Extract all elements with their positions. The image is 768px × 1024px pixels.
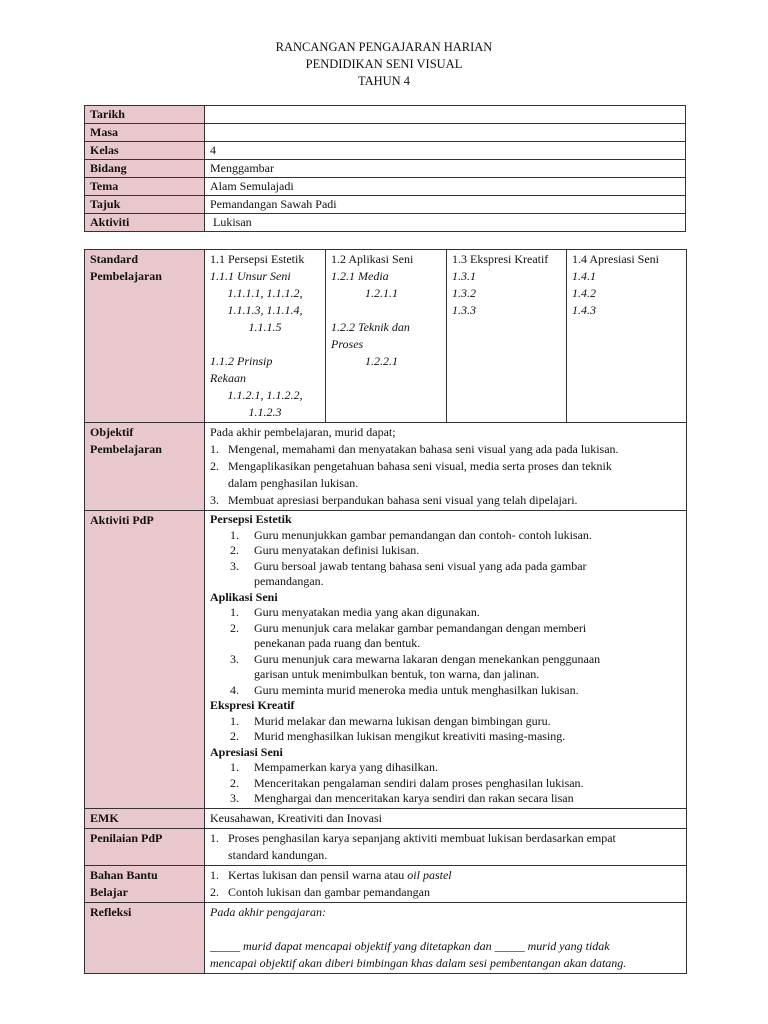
bahan-content	[205, 865, 687, 902]
lesson-table	[84, 249, 687, 974]
section-title: Aplikasi Seni	[210, 589, 278, 604]
label-masa: Masa	[85, 124, 205, 142]
row-emk	[85, 808, 687, 828]
list-item: 2. Murid menghasilkan lukisan mengikut kreativiti masing-masing.	[230, 729, 566, 743]
doc-year: TAHUN 4	[357, 74, 411, 88]
row-masa	[85, 124, 686, 142]
list-item: 3. Membuat apresiasi berpandukan bahasa seni visual yang telah dipelajari.	[210, 493, 578, 507]
label-aktiviti-pdp: Aktiviti PdP	[85, 511, 205, 809]
label-kelas: Kelas	[85, 142, 205, 160]
refleksi-content: Pada akhir pengajaran: _____ murid dapat mencapai objektif yang ditetapkan dan _____ murid yang tidak mencapai objektif akan diberi bimbingan khas dalam sesi pembentangan akan datang.	[205, 902, 687, 973]
value-aktiviti: Lukisan	[205, 214, 686, 232]
label-standard: Standard Pembelajaran	[85, 250, 205, 423]
info-table	[84, 105, 686, 232]
row-bidang	[85, 160, 686, 178]
row-standard	[85, 250, 687, 423]
label-bahan: Bahan Bantu Belajar	[85, 865, 205, 902]
doc-title: RANCANGAN PENGAJARAN HARIAN	[275, 40, 493, 54]
row-penilaian	[85, 828, 687, 865]
standard-col-persepsi: 1.1 Persepsi Estetik 1.1.1 Unsur Seni 1.1.1.1, 1.1.1.2, 1.1.1.3, 1.1.1.4, 1.1.1.5 1.1.2 Prinsip Rekaan 1.1.2.1, 1.1.2.2, 1.1.2.3	[205, 250, 326, 423]
doc-subject: PENDIDIKAN SENI VISUAL	[305, 57, 463, 71]
row-tarikh	[85, 106, 686, 124]
label-refleksi: Refleksi	[85, 902, 205, 973]
list-item: 1. Proses penghasilan karya sepanjang aktiviti membuat lukisan berdasarkan empat standard kandungan.	[210, 830, 616, 862]
list-item: 1. Murid melakar dan mewarna lukisan dengan bimbingan guru.	[230, 713, 551, 728]
list-item: 2. Guru menyatakan definisi lukisan.	[230, 543, 420, 557]
row-kelas	[85, 142, 686, 160]
label-bidang: Bidang	[85, 160, 205, 178]
label-emk: EMK	[85, 808, 205, 828]
row-aktiviti-pdp	[85, 511, 687, 809]
list-item: 3. Guru bersoal jawab tentang bahasa seni visual yang ada pada gambar pemandangan.	[230, 558, 587, 588]
list-item: 1. Kertas lukisan dan pensil warna atau oil pastel	[210, 867, 452, 882]
label-objektif: Objektif Pembelajaran	[85, 423, 205, 511]
list-item: 3. Menghargai dan menceritakan karya sendiri dan rakan secara lisan	[230, 791, 574, 805]
value-emk: Keusahawan, Kreativiti dan Inovasi	[205, 808, 687, 828]
penilaian-content	[205, 828, 687, 865]
list-item: 3. Guru menunjuk cara mewarna lakaran dengan menekankan penggunaan garisan untuk menimbulkan bentuk, ton warna, dan jalinan.	[230, 651, 601, 681]
value-bidang: Menggambar	[205, 160, 686, 178]
list-item: 4. Guru meminta murid meneroka media untuk menghasilkan lukisan.	[230, 682, 579, 697]
list-item: 1. Mengenal, memahami dan menyatakan bahasa seni visual yang ada pada lukisan.	[210, 442, 619, 456]
row-refleksi	[85, 902, 687, 973]
list-item: 1. Mempamerkan karya yang dihasilkan.	[230, 760, 438, 774]
list-item: 1. Guru menyatakan media yang akan digunakan.	[230, 605, 480, 619]
section-title: Apresiasi Seni	[210, 744, 283, 759]
list-item: 2. Mengaplikasikan pengetahuan bahasa seni visual, media serta proses dan teknik dalam penghasilan lukisan.	[210, 459, 612, 490]
list-item: 2. Guru menunjuk cara melakar gambar pemandangan dengan memberi penekanan pada ruang dan bentuk.	[230, 620, 587, 650]
row-bahan	[85, 865, 687, 902]
value-kelas: 4	[205, 142, 686, 160]
value-tarikh	[205, 106, 686, 124]
aktiviti-content	[205, 511, 687, 809]
value-tema: Alam Semulajadi	[205, 178, 686, 196]
row-tema	[85, 178, 686, 196]
value-tajuk: Pemandangan Sawah Padi	[205, 196, 686, 214]
list-item: 1. Guru menunjukkan gambar pemandangan dan contoh- contoh lukisan.	[230, 527, 592, 542]
list-item: 2. Contoh lukisan dan gambar pemandangan	[210, 884, 430, 899]
objektif-content: Pada akhir pembelajaran, murid dapat; 1. Mengenal, memahami dan menyatakan bahasa seni visual yang ada pada lukisan. 2. Mengaplikasikan pengetahuan bahasa seni visual, media serta proses dan teknik dalam penghasilan lukisan. 3. Membuat apresiasi berpandukan bahasa seni visual yang telah dipelajari.	[205, 423, 687, 511]
standard-col-ekspresi: 1.3 Ekspresi Kreatif 1.3.1 1.3.2 1.3.3	[447, 250, 567, 423]
standard-col-aplikasi: 1.2 Aplikasi Seni 1.2.1 Media 1.2.1.1 1.2.2 Teknik dan Proses 1.2.2.1	[326, 250, 447, 423]
label-tajuk: Tajuk	[85, 196, 205, 214]
label-tarikh: Tarikh	[85, 106, 205, 124]
standard-col-apresiasi: 1.4 Apresiasi Seni 1.4.1 1.4.2 1.4.3	[567, 250, 687, 423]
label-tema: Tema	[85, 178, 205, 196]
row-objektif	[85, 423, 687, 511]
section-title: Persepsi Estetik	[210, 512, 292, 526]
label-penilaian: Penilaian PdP	[85, 828, 205, 865]
value-masa	[205, 124, 686, 142]
col-heading: 1.1 Persepsi Estetik	[210, 252, 305, 266]
label-aktiviti: Aktiviti	[85, 214, 205, 232]
row-tajuk	[85, 196, 686, 214]
list-item: 2. Menceritakan pengalaman sendiri dalam proses penghasilan lukisan.	[230, 775, 584, 790]
row-aktiviti	[85, 214, 686, 232]
section-title: Ekspresi Kreatif	[210, 698, 295, 712]
